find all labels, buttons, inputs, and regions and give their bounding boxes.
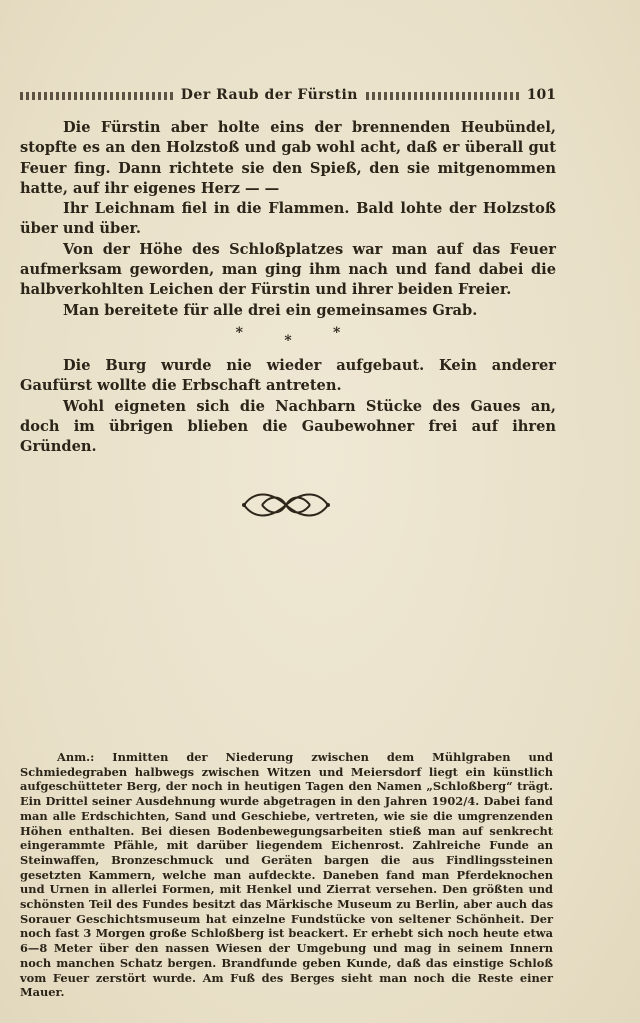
page-number: 101 <box>526 87 557 103</box>
paragraph: Ihr Leichnam fiel in die Flammen. Bald lohte der Holzstoß über und über. <box>20 200 556 238</box>
footnote-text: Anm.: Inmitten der Niederung zwischen dem Mühlgraben und Schmiedegraben halbwegs zwischen Witzen und Meiersdorf liegt ein künstlich aufgeschütteter Berg, der noch in heutigen Tagen den Namen „Schloßberg“ trägt. Ein Drittel seiner Ausdehnung wurde abgetragen in den Jahren 1902/4. Dabei fand man alle Erdschichten, Sand und Geschiebe, vertreten, wie sie die umgrenzenden Höhen enthalten. Bei diesen Bodenbewegungsarbeiten stieß man auf senkrecht eingerammte Pfähle, mit darüber liegendem Eichenrost. Zahlreiche Funde an Steinwaffen, Bronzeschmuck und Geräten bargen die aus Findlingssteinen gesetzten Kammern, welche man aufdeckte. Daneben fand man Pferdeknochen und Urnen in allerlei Formen, mit Henkel und Zierrat versehen. Den größten und schönsten Teil des Fundes besitzt das Märkische Museum zu Berlin, aber auch das Sorauer Geschichtsmuseum hat einzelne Fundstücke von seltener Schönheit. Der noch fast 3 Morgen große Schloßberg ist beackert. Er erhebt sich noch heute etwa 6—8 Meter über den nassen Wiesen der Umgebung und mag in seinem Innern noch manchen Schatz bergen. Brandfunde geben Kunde, daß das einstige Schloß vom Feuer zerstört wurde. Am Fuß des Berges sieht man noch die Reste einer Mauer. <box>20 750 553 1000</box>
paragraph: Wohl eigneten sich die Nachbarn Stücke des Gaues an, doch im übrigen blieben die Gaubewohner frei auf ihren Gründen. <box>20 397 556 456</box>
main-text <box>20 118 556 321</box>
running-title: Der Raub der Fürstin <box>180 87 358 103</box>
separator-star: * <box>235 325 243 341</box>
flourish-ornament-icon <box>240 485 332 525</box>
header-decoration-left <box>20 92 173 100</box>
header-decoration-right <box>366 92 519 100</box>
running-header <box>20 84 556 106</box>
paragraph: Die Burg wurde nie wieder aufgebaut. Kein anderer Gaufürst wollte die Erbschaft antreten. <box>20 357 556 395</box>
separator-star: * <box>333 325 341 341</box>
section-separator-bottom <box>20 333 556 349</box>
footnote <box>20 750 553 1000</box>
paragraph: Man bereitete für alle drei ein gemeinsames Grab. <box>63 301 478 319</box>
main-text-continued <box>20 356 556 457</box>
paragraph: Von der Höhe des Schloßplatzes war man auf das Feuer aufmerksam geworden, man ging ihm nach und fand dabei die halbverkohlten Leichen der Fürstin und ihrer beiden Freier. <box>20 240 556 299</box>
paragraph: Die Fürstin aber holte eins der brennenden Heubündel, stopfte es an den Holzstoß und gab wohl acht, daß er überall gut Feuer fing. Dann richtete sie den Spieß, den sie mitgenommen hatte, auf ihr eigenes Herz — — <box>20 119 556 197</box>
separator-star: * <box>284 333 292 349</box>
